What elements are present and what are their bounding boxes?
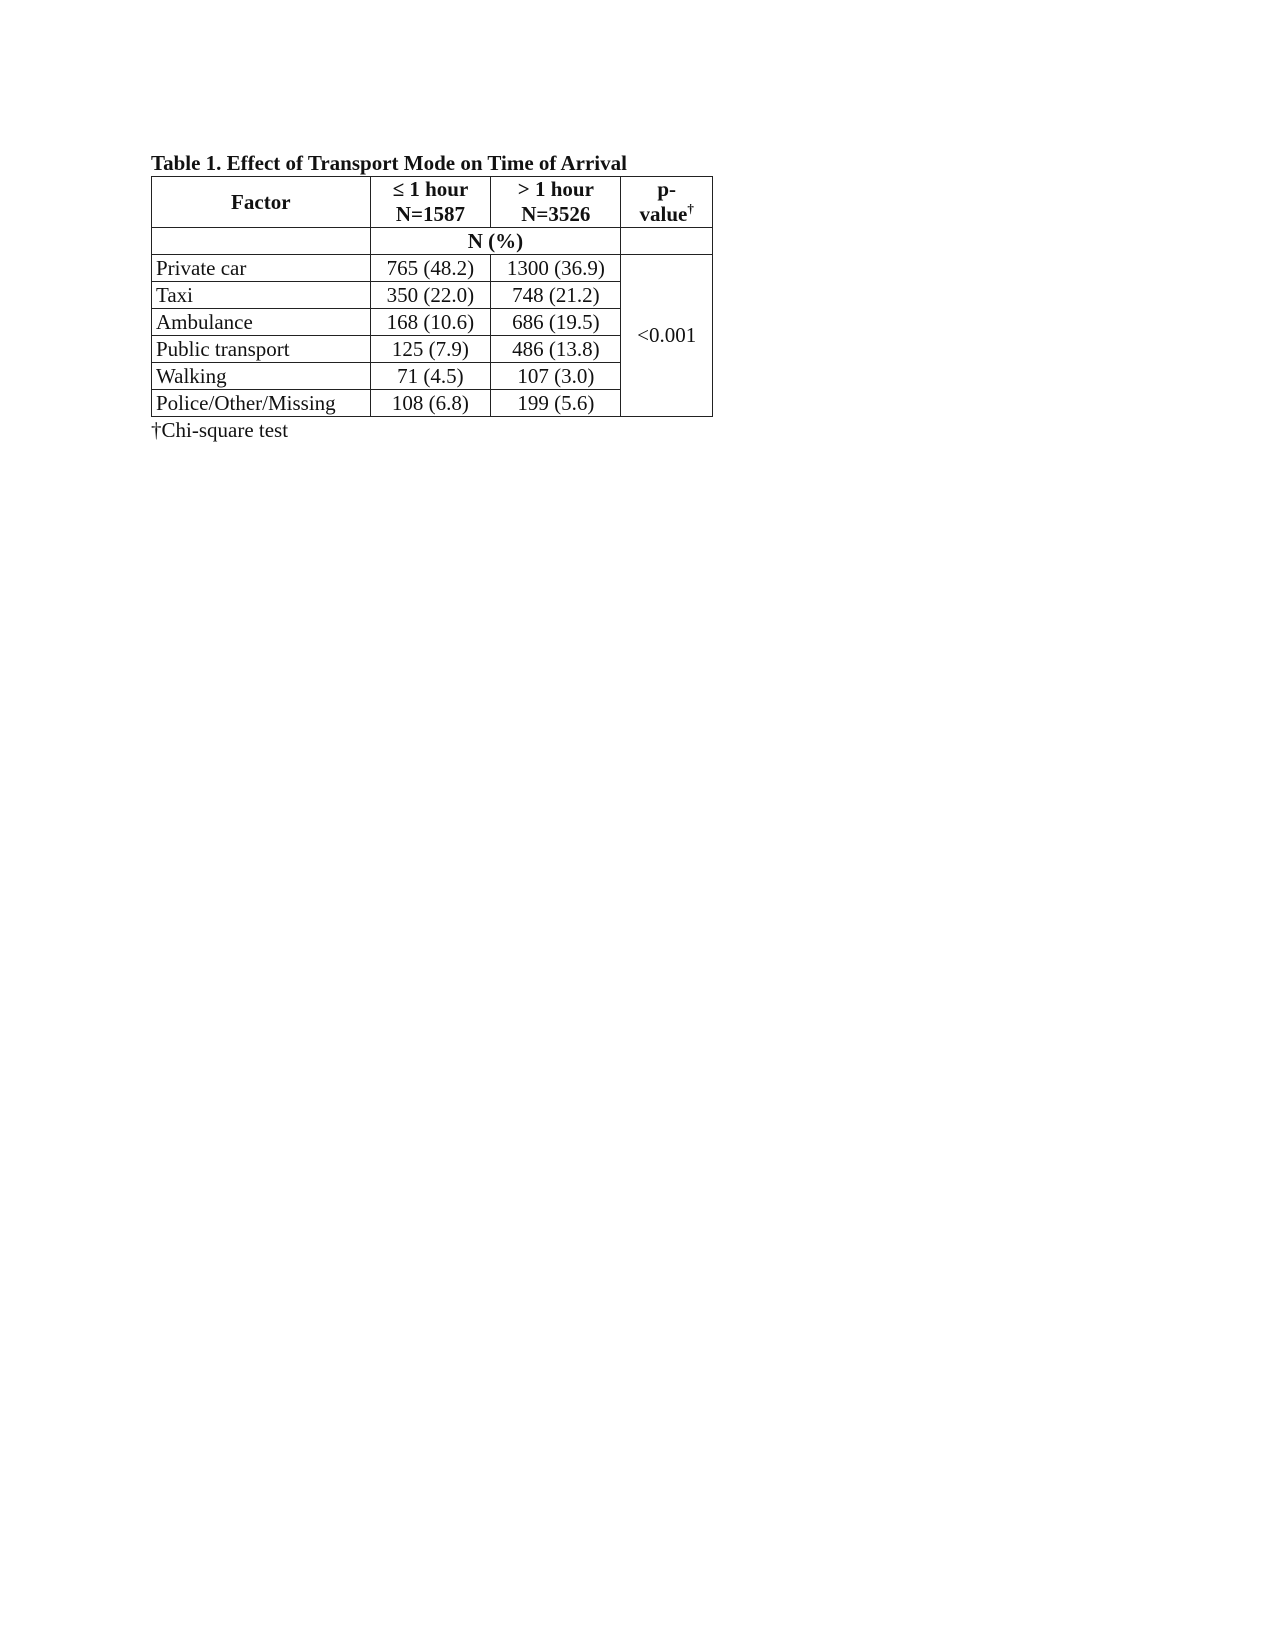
col-le1h-title: ≤ 1 hour bbox=[392, 177, 469, 201]
row-gt1h-value: 686 (19.5) bbox=[491, 309, 621, 336]
row-factor: Police/Other/Missing bbox=[152, 390, 371, 417]
pvalue-header-word: value bbox=[639, 202, 688, 226]
row-gt1h-value: 486 (13.8) bbox=[491, 336, 621, 363]
pvalue-header bbox=[621, 177, 713, 228]
unit-row bbox=[152, 228, 713, 255]
col-gt1h-n: N=3526 bbox=[521, 202, 591, 226]
row-le1h-value: 125 (7.9) bbox=[370, 336, 491, 363]
row-le1h-value: 108 (6.8) bbox=[370, 390, 491, 417]
unit-row-blank-left bbox=[152, 228, 371, 255]
dagger-mark: † bbox=[687, 201, 694, 216]
document-page bbox=[151, 150, 711, 443]
col-gt1h-header bbox=[491, 177, 621, 228]
row-gt1h-value: 1300 (36.9) bbox=[491, 255, 621, 282]
row-gt1h-value: 199 (5.6) bbox=[491, 390, 621, 417]
row-le1h-value: 765 (48.2) bbox=[370, 255, 491, 282]
p-value-cell: <0.001 bbox=[621, 255, 713, 417]
pvalue-header-line1: p- bbox=[657, 177, 677, 201]
unit-row-blank-right bbox=[621, 228, 713, 255]
table-footnote: †Chi-square test bbox=[151, 418, 289, 442]
row-le1h-value: 71 (4.5) bbox=[370, 363, 491, 390]
row-factor: Taxi bbox=[152, 282, 371, 309]
row-le1h-value: 168 (10.6) bbox=[370, 309, 491, 336]
row-le1h-value: 350 (22.0) bbox=[370, 282, 491, 309]
header-row bbox=[152, 177, 713, 228]
col-le1h-header bbox=[370, 177, 491, 228]
pvalue-header-line2 bbox=[625, 202, 708, 227]
transport-table bbox=[151, 176, 713, 417]
table-row bbox=[152, 255, 713, 282]
row-gt1h-value: 748 (21.2) bbox=[491, 282, 621, 309]
unit-label: N (%) bbox=[370, 228, 621, 255]
table-caption: Table 1. Effect of Transport Mode on Time of Arrival bbox=[151, 151, 627, 175]
col-le1h-n: N=1587 bbox=[395, 202, 465, 226]
row-factor: Ambulance bbox=[152, 309, 371, 336]
row-factor: Walking bbox=[152, 363, 371, 390]
row-gt1h-value: 107 (3.0) bbox=[491, 363, 621, 390]
col-gt1h-title: > 1 hour bbox=[517, 177, 594, 201]
factor-header: Factor bbox=[152, 177, 371, 228]
row-factor: Public transport bbox=[152, 336, 371, 363]
row-factor: Private car bbox=[152, 255, 371, 282]
